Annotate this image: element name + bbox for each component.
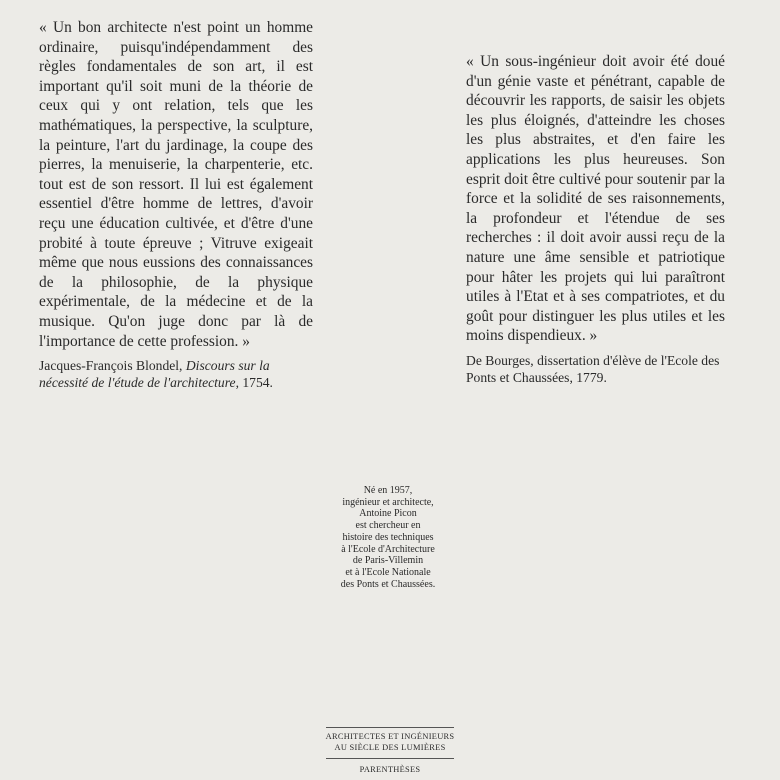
blondel-attribution — [39, 357, 313, 391]
bio-line: à l'Ecole d'Architecture — [341, 543, 435, 555]
de-bourges-quote — [466, 52, 725, 386]
bio-line: et à l'Ecole Nationale — [345, 566, 431, 578]
de-bourges-quote-text: « Un sous-ingénieur doit avoir été doué d'un génie vaste et pénétrant, capable de découvrir les rapports, de saisir les objets les plus éloignés, d'atteindre les choses les plus abstraites, et d'en faire les applications les plus heureuses. Son esprit doit être cultivé pour soutenir par la force et la solidité de ses raisonnements, la profondeur et l'étendue de ses recherches : il doit avoir aussi reçu de la nature une âme sensible et patriotique pour hâter les projets qui lui paraîtront utiles à l'Etat et à ses compatriotes, et du goût pour distinguer les plus utiles et les moins dispendieux. » — [466, 53, 725, 345]
publisher-name: PARENTHÈSES — [359, 765, 421, 774]
blondel-work-title: Discours sur la nécessité de l'étude de l'architecture — [39, 358, 270, 391]
blondel-year: , 1754. — [235, 375, 273, 391]
bio-line: est chercheur en — [355, 520, 421, 532]
de-bourges-attribution: De Bourges, dissertation d'élève de l'Ecole des Ponts et Chaussées, 1779. — [466, 352, 720, 385]
series-title — [0, 732, 780, 753]
bio-line: des Ponts et Chaussées. — [340, 578, 436, 590]
bio-line: Né en 1957, — [363, 485, 413, 496]
series-top-rule — [326, 727, 454, 728]
blondel-author: Jacques-François Blondel, — [39, 358, 186, 374]
series-title-line2: AU SIÈCLE DES LUMIÈRES — [334, 742, 446, 752]
blondel-quote-text: « Un bon architecte n'est point un homme ordinaire, puisqu'indépendamment des règles fondamentales de son art, il est important qu'il soit muni de la théorie de ceux qui y ont relation, tels que les mathématiques, la perspective, la sculpture, la peinture, l'art du jardinage, la coupe des pierres, la menuiserie, la charpenterie, etc. tout est de son ressort. Il lui est également essentiel d'être homme de lettres, d'avoir reçu une éducation cultivée, et d'être d'une probité à toute épreuve ; Vitruve exigeait même que nous eussions des connaissances de la philosophie, de la physique expérimentale, de la médecine et de la musique. Qu'on juge donc par là de l'importance de cette profession. » — [39, 19, 313, 350]
bio-line: de Paris-Villemin — [352, 555, 424, 567]
bio-line: Antoine Picon — [359, 508, 417, 520]
series-bottom-rule — [326, 758, 454, 759]
series-title-line1: ARCHITECTES ET INGÉNIEURS — [325, 732, 455, 741]
blondel-quote — [39, 18, 313, 391]
bio-line: ingénieur et architecte, — [342, 496, 434, 508]
bio-line: histoire des techniques — [342, 531, 434, 543]
author-bio — [316, 485, 460, 590]
